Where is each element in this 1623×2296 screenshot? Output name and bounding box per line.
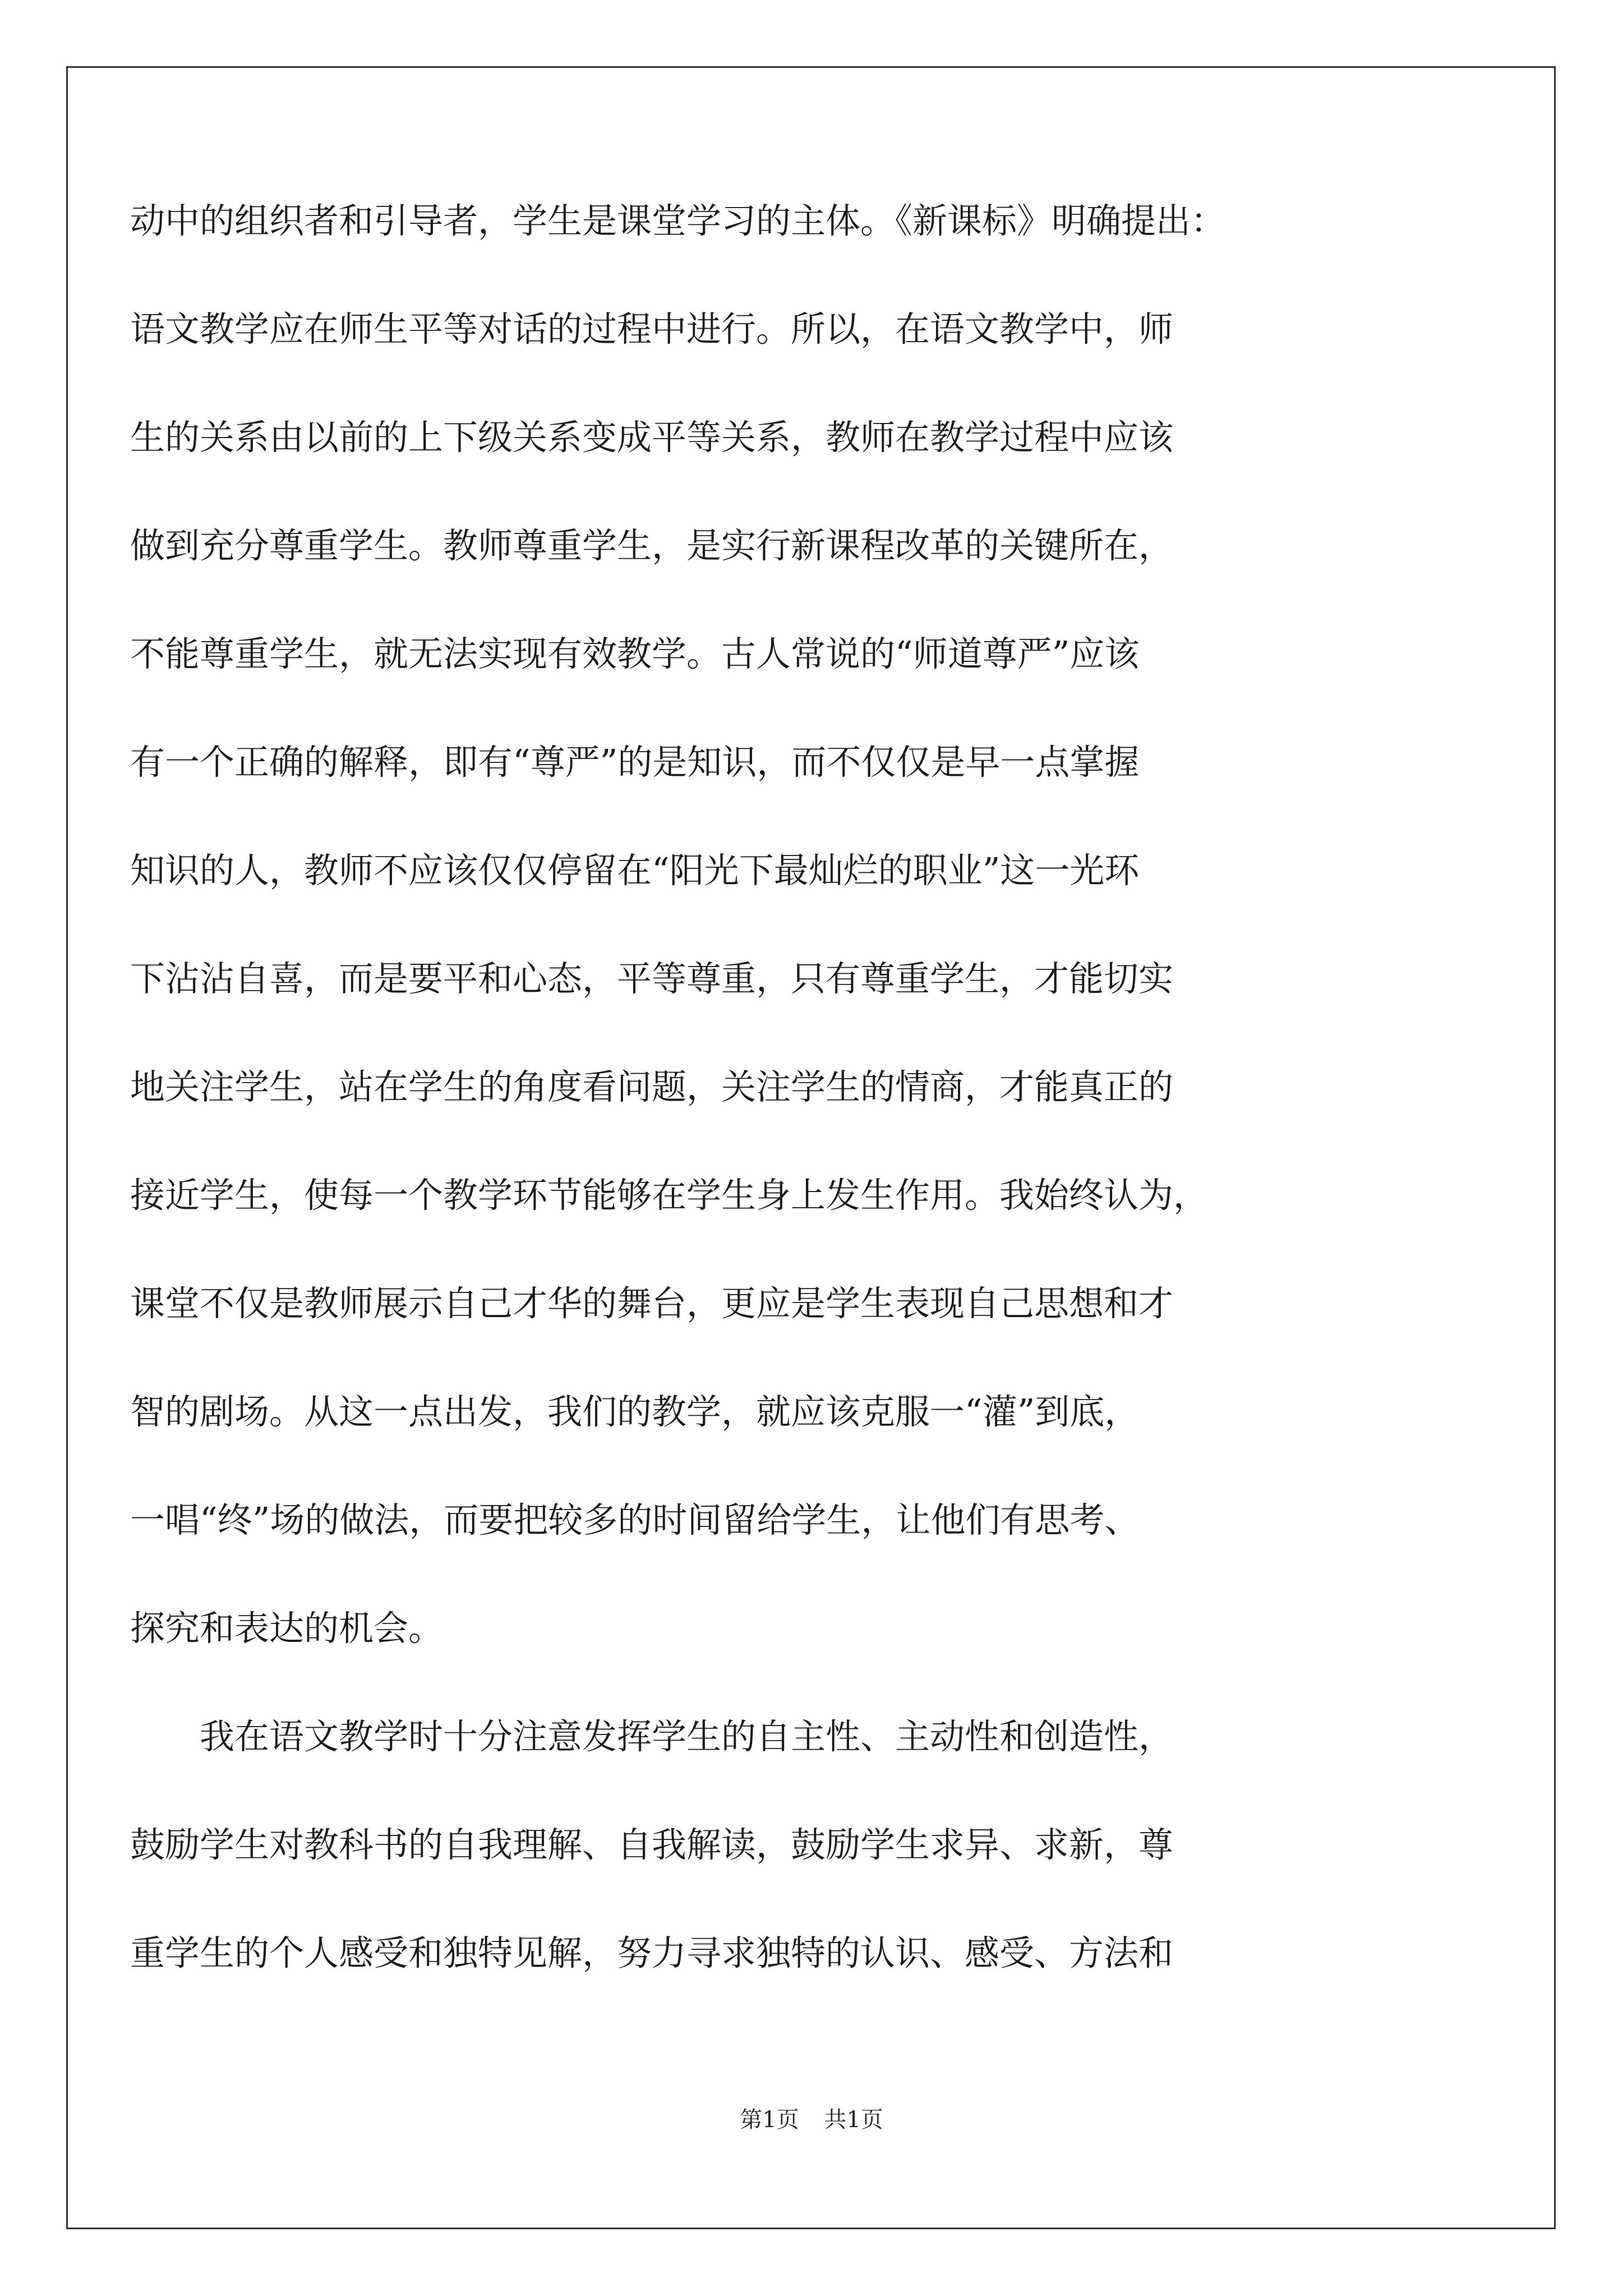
text-line: 重学生的个人感受和独特见解，努力寻求独特的认识、感受、方法和 xyxy=(130,1932,1174,1973)
text-line: 地关注学生，站在学生的角度看问题，关注学生的情商，才能真正的 xyxy=(130,1066,1174,1107)
text-line: 做到充分尊重学生。教师尊重学生，是实行新课程改革的关键所在， xyxy=(130,525,1174,566)
text-line: 语文教学应在师生平等对话的过程中进行。所以，在语文教学中，师 xyxy=(130,309,1174,349)
page-number: 第1页 xyxy=(740,2107,799,2133)
text-line: 鼓励学生对教科书的自我理解、自我解读，鼓励学生求异、求新，尊 xyxy=(130,1824,1174,1865)
text-line: 下沾沾自喜，而是要平和心态，平等尊重，只有尊重学生，才能切实 xyxy=(130,958,1174,999)
text-line: 智的剧场。从这一点出发，我们的教学，就应该克服一“灌”到底， xyxy=(130,1391,1140,1432)
text-line: 一唱“终”场的做法，而要把较多的时间留给学生，让他们有思考、 xyxy=(130,1499,1140,1540)
text-line: 有一个正确的解释，即有“尊严”的是知识，而不仅仅是早一点掌握 xyxy=(130,742,1140,783)
text-line: 我在语文教学时十分注意发挥学生的自主性、主动性和创造性， xyxy=(130,1716,1174,1757)
text-line: 不能尊重学生，就无法实现有效教学。古人常说的“师道尊严”应该 xyxy=(130,633,1140,674)
text-line: 接近学生，使每一个教学环节能够在学生身上发生作用。我始终认为， xyxy=(130,1175,1209,1216)
text-line: 知识的人，教师不应该仅仅停留在“阳光下最灿烂的职业”这一光环 xyxy=(130,850,1140,891)
document-body xyxy=(130,200,1487,2045)
page-footer xyxy=(0,2106,1623,2133)
text-line: 动中的组织者和引导者，学生是课堂学习的主体。《新课标》明确提出： xyxy=(130,200,1226,241)
text-line: 生的关系由以前的上下级关系变成平等关系，教师在教学过程中应该 xyxy=(130,417,1174,458)
text-line: 探究和表达的机会。 xyxy=(130,1608,444,1649)
page-count: 共1页 xyxy=(824,2107,883,2133)
text-line: 课堂不仅是教师展示自己才华的舞台，更应是学生表现自己思想和才 xyxy=(130,1283,1174,1324)
